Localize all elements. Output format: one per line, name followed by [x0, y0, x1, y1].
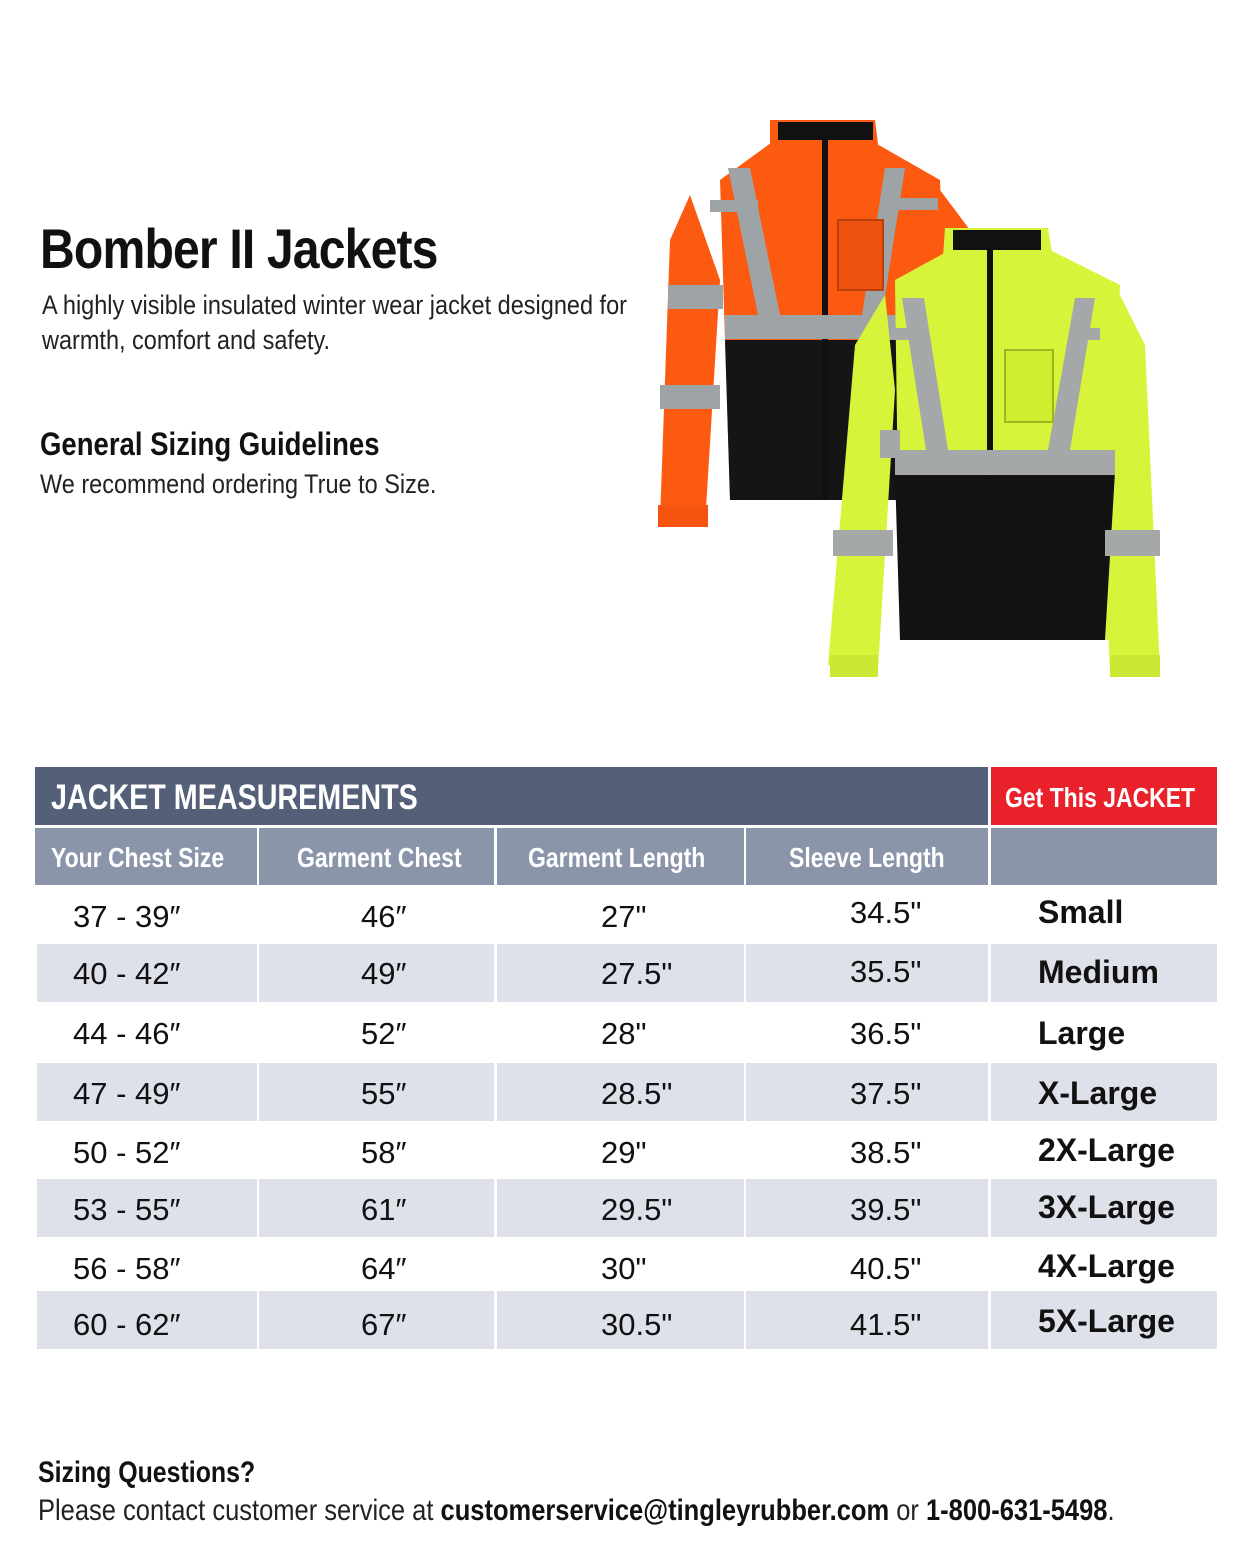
contact-suffix: .: [1107, 1494, 1115, 1527]
garment-length-cell: 29.5": [601, 1192, 673, 1227]
sleeve-length-cell: 36.5": [850, 1016, 922, 1051]
table-row: [35, 1238, 1217, 1296]
product-description: A highly visible insulated winter wear jacket designed for warmth, comfort and safety.: [42, 290, 627, 355]
sleeve-length-cell: 41.5": [850, 1307, 922, 1342]
sizing-guidelines-text: We recommend ordering True to Size.: [40, 469, 437, 499]
chest-size-cell: 44 - 46″: [73, 1016, 181, 1051]
sleeve-length-cell: 35.5": [850, 954, 922, 989]
column-header-label: Garment Chest: [297, 842, 462, 873]
table-row: [35, 1291, 1217, 1349]
garment-length-cell: 27": [601, 899, 647, 934]
size-label: 5X-Large: [1038, 1303, 1175, 1339]
table-title-bar: [35, 767, 988, 825]
sizing-questions-heading: Sizing Questions?: [38, 1456, 256, 1489]
column-header-size: [991, 828, 1217, 885]
sleeve-length-cell: 40.5": [850, 1251, 922, 1286]
sleeve-length-cell: 39.5": [850, 1192, 922, 1227]
chest-size-cell: 53 - 55″: [73, 1192, 181, 1227]
column-header-label: Your Chest Size: [51, 842, 225, 873]
chest-size-cell: 47 - 49″: [73, 1076, 181, 1111]
garment-chest-cell: 52″: [361, 1016, 407, 1051]
garment-length-cell: 30": [601, 1251, 647, 1286]
garment-length-cell: 28.5": [601, 1076, 673, 1111]
size-label: Large: [1038, 1015, 1126, 1051]
sleeve-length-cell: 37.5": [850, 1076, 922, 1111]
table-row: [35, 1063, 1217, 1121]
sizing-guidelines-heading: General Sizing Guidelines: [40, 426, 380, 462]
table-row: [35, 944, 1217, 1002]
contact-middle: or: [889, 1494, 926, 1527]
chest-size-cell: 60 - 62″: [73, 1307, 181, 1342]
column-header-label: Garment Length: [528, 842, 706, 873]
column-header-garment-length: [497, 828, 744, 885]
get-this-jacket-button[interactable]: [991, 767, 1217, 825]
sleeve-length-cell: 34.5": [850, 895, 922, 930]
garment-length-cell: 29": [601, 1135, 647, 1170]
garment-chest-cell: 49″: [361, 956, 407, 991]
garment-length-cell: 27.5": [601, 956, 673, 991]
table-row: [35, 1122, 1217, 1180]
get-this-jacket-label: Get This JACKET: [1005, 782, 1196, 813]
size-label: 4X-Large: [1038, 1248, 1175, 1284]
garment-chest-cell: 58″: [361, 1135, 407, 1170]
size-label: 3X-Large: [1038, 1189, 1175, 1225]
size-label: 2X-Large: [1038, 1132, 1175, 1168]
column-header-label: Sleeve Length: [789, 842, 945, 873]
phone-number[interactable]: 1-800-631-5498: [925, 1494, 1108, 1527]
garment-chest-cell: 61″: [361, 1192, 407, 1227]
garment-chest-cell: 67″: [361, 1307, 407, 1342]
garment-chest-cell: 64″: [361, 1251, 407, 1286]
size-label: Small: [1038, 894, 1124, 930]
sleeve-length-cell: 38.5": [850, 1135, 922, 1170]
table-title: JACKET MEASUREMENTS: [51, 778, 418, 817]
table-row: [35, 1179, 1217, 1237]
garment-chest-cell: 55″: [361, 1076, 407, 1111]
product-image: [650, 100, 1170, 690]
size-label: X-Large: [1038, 1075, 1158, 1111]
garment-length-cell: 28": [601, 1016, 647, 1051]
size-label: Medium: [1038, 954, 1159, 990]
chest-size-cell: 37 - 39″: [73, 899, 181, 934]
garment-length-cell: 30.5": [601, 1307, 673, 1342]
contact-prefix: Please contact customer service at: [38, 1494, 441, 1527]
column-header-chest-size: [35, 828, 257, 885]
table-row: [35, 1004, 1217, 1062]
garment-chest-cell: 46″: [361, 899, 407, 934]
table-row: [35, 883, 1217, 941]
page-title: Bomber II Jackets: [40, 217, 438, 280]
contact-text: [38, 1494, 1115, 1528]
column-header-garment-chest: [259, 828, 494, 885]
chest-size-cell: 40 - 42″: [73, 956, 181, 991]
column-header-sleeve-length: [746, 828, 988, 885]
chest-size-cell: 56 - 58″: [73, 1251, 181, 1286]
chest-size-cell: 50 - 52″: [73, 1135, 181, 1170]
email-link[interactable]: customerservice@tingleyrubber.com: [440, 1494, 890, 1527]
